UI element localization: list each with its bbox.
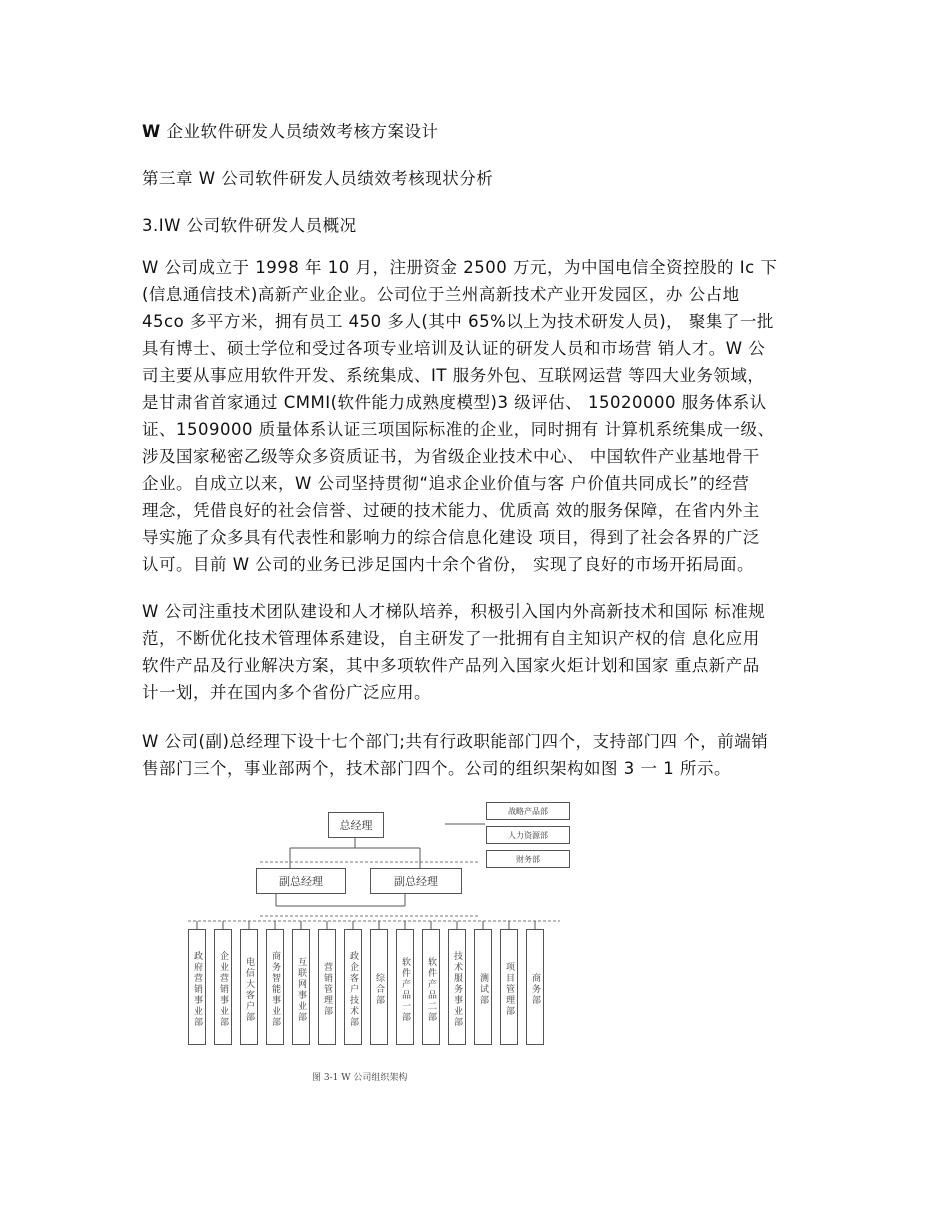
section-heading: 3.IW 公司软件研发人员概况 [142, 216, 357, 235]
text-line: 证、1509000 质量体系认证三项国际标准的企业，同时拥有 计算机系统集成一级、 [142, 420, 775, 439]
text-line: (信息通信技术)高新产业企业。公司位于兰州高新技术产业开发园区，办 公占地 [142, 285, 740, 304]
paragraph-company-intro [142, 254, 822, 578]
chapter-heading: 第三章 W 公司软件研发人员绩效考核现状分析 [142, 169, 494, 188]
text-line: 具有博士、硕士学位和受过各项专业培训及认证的研发人员和市场营 销人才。W 公 [142, 339, 766, 358]
department-box: 商务部 [526, 929, 544, 1045]
department-box: 项目管理部 [500, 929, 518, 1045]
figure-caption: 图 3-1 W 公司组织架构 [312, 1073, 408, 1083]
department-box: 电信大客户部 [240, 929, 258, 1045]
department-box: 测试部 [474, 929, 492, 1045]
text-line: 是甘肃省首家通过 CMMI(软件能力成熟度模型)3 级评估、 15020000 服务体系认 [142, 393, 767, 412]
staff-dept-box: 财务部 [486, 850, 570, 868]
department-box: 软件产品一部 [396, 929, 414, 1045]
text-line: 软件产品及行业解决方案，其中多项软件产品列入国家火炬计划和国家 重点新产品 [142, 656, 760, 675]
text-line: W 公司注重技术团队建设和人才梯队培养，积极引入国内外高新技术和国际 标准规 [142, 602, 766, 621]
text-line: W 公司成立于 1998 年 10 月，注册资金 2500 万元，为中国电信全资控股的 Ic 下 [142, 258, 778, 277]
department-box: 综合部 [370, 929, 388, 1045]
department-box: 政府营销事业部 [188, 929, 206, 1045]
text-line: 涉及国家秘密乙级等众多资质证书，为省级企业技术中心、 中国软件产业基地骨干 [142, 447, 760, 466]
department-box: 技术服务事业部 [448, 929, 466, 1045]
text-line: 45co 多平方米，拥有员工 450 多人(其中 65%以上为技术研发人员)， 聚集了一批 [142, 312, 774, 331]
text-line: 计一划，并在国内多个省份广泛应用。 [142, 683, 431, 702]
text-line: 司主要从事应用软件开发、系统集成、IT 服务外包、互联网运营 等四大业务领域， [142, 366, 765, 385]
text-line: 企业。自成立以来，W 公司坚持贯彻“追求企业价值与客 户价值共同成长”的经营 [142, 474, 750, 493]
department-box: 互联网事业部 [292, 929, 310, 1045]
text-line: W 公司(副)总经理下设十七个部门;共有行政职能部门四个，支持部门四 个，前端销 [142, 732, 769, 751]
department-box: 企业营销事业部 [214, 929, 232, 1045]
staff-dept-box: 战略产品部 [486, 802, 570, 820]
paragraph-organization [142, 728, 822, 782]
staff-dept-box: 人力资源部 [486, 826, 570, 844]
department-box: 商务智能事业部 [266, 929, 284, 1045]
text-line: 范，不断优化技术管理体系建设，自主研发了一批拥有自主知识产权的信 息化应用 [142, 629, 760, 648]
text-line: 认可。目前 W 公司的业务已涉足国内十余个省份， 实现了良好的市场开拓局面。 [142, 555, 755, 574]
department-box: 软件产品二部 [422, 929, 440, 1045]
text-line: 售部门三个，事业部两个，技术部门四个。公司的组织架构如图 3 一 1 所示。 [142, 759, 731, 778]
vp-box: 副总经理 [256, 868, 346, 894]
document-title: W 企业软件研发人员绩效考核方案设计 [142, 122, 439, 141]
department-box: 营销管理部 [318, 929, 336, 1045]
department-box: 政企客户技术部 [344, 929, 362, 1045]
ceo-box: 总经理 [328, 812, 384, 838]
text-line: 导实施了众多具有代表性和影响力的综合信息化建设 项目，得到了社会各界的广泛 [142, 528, 760, 547]
vp-box: 副总经理 [370, 868, 462, 894]
paragraph-tech-team [142, 598, 822, 706]
org-chart [180, 800, 580, 1090]
text-line: 理念，凭借良好的社会信誉、过硬的技术能力、优质高 效的服务保障，在省内外主 [142, 501, 760, 520]
